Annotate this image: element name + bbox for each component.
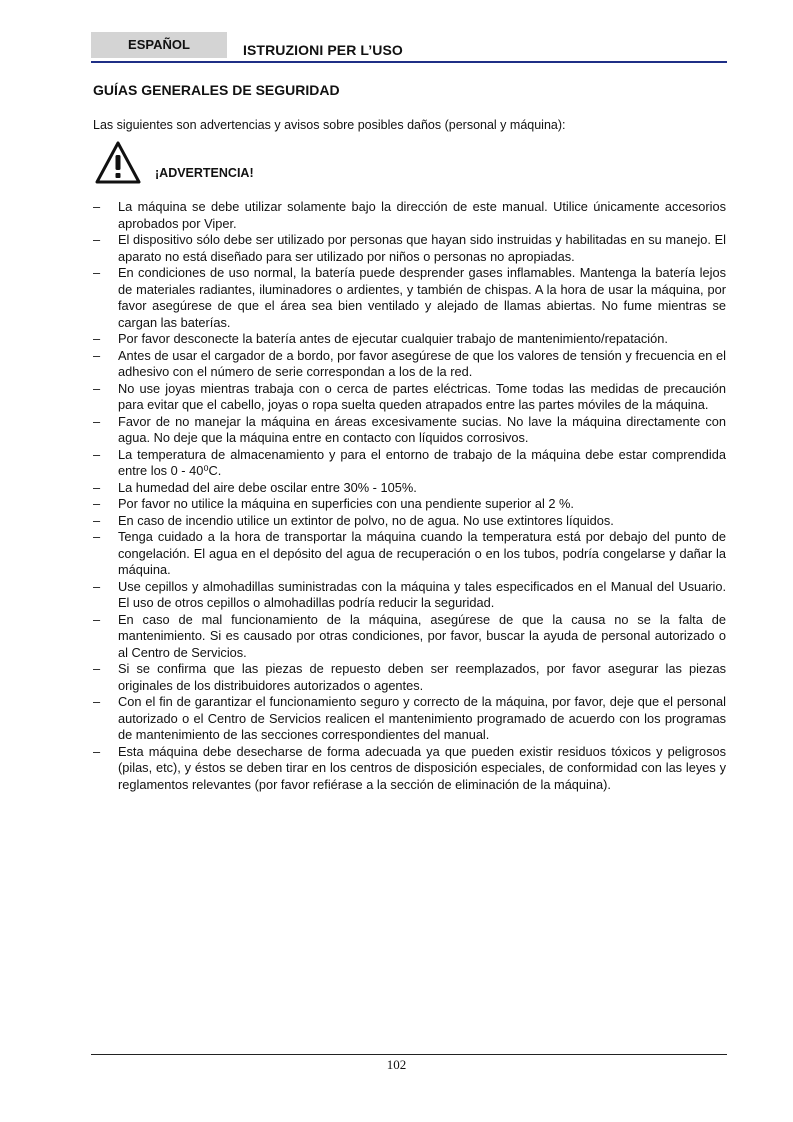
- bullet-dash: –: [93, 578, 101, 594]
- header-rule: [91, 61, 727, 63]
- safety-rule-text: Use cepillos y almohadillas suministradas con la máquina y tales especificados en el Manual del Usuario. El uso de otros cepillos o almohadillas podría reducir la seguridad.: [118, 578, 726, 610]
- bullet-dash: –: [93, 479, 101, 495]
- safety-rule-text: Esta máquina debe desecharse de forma adecuada ya que pueden existir residuos tóxicos y peligrosos (pilas, etc), y éstos se deben tirar en los centros de disposición especiales, de conformidad con las leyes y reglamentos relevantes (por favor refiérase a la sección de eliminación de la máquina).: [118, 743, 726, 792]
- safety-rule-text: Si se confirma que las piezas de repuesto deben ser reemplazados, por favor asegurar las piezas originales de los distribuidores autorizados o agentes.: [118, 661, 726, 693]
- bullet-dash: –: [93, 512, 101, 528]
- bullet-dash: –: [93, 199, 101, 214]
- safety-rule: [93, 529, 726, 579]
- page-number: 102: [386, 1057, 407, 1072]
- bullet-dash: –: [93, 496, 101, 511]
- intro-text: Las siguientes son advertencias y avisos sobre posibles daños (personal y máquina):: [93, 118, 566, 132]
- bullet-dash: –: [93, 661, 101, 676]
- safety-rule-text: Por favor no utilice la máquina en superficies con una pendiente superior al 2 %.: [118, 496, 574, 511]
- safety-rule: [93, 496, 726, 513]
- safety-rule-text: La temperatura de almacenamiento y para el entorno de trabajo de la máquina debe estar comprendida entre los 0 - 40⁰C.: [118, 446, 726, 478]
- safety-rule-text: Tenga cuidado a la hora de transportar la máquina cuando la temperatura está por debajo del punto de congelación. El agua en el depósito del agua de recuperación o en los tubos, podría congelarse y dañar la máquina.: [118, 529, 726, 577]
- safety-rule-text: Por favor desconecte la batería antes de ejecutar cualquier trabajo de mantenimiento/repatación.: [118, 331, 668, 346]
- safety-rule: [93, 579, 726, 612]
- safety-rule: [93, 232, 726, 265]
- safety-rule: [93, 381, 726, 414]
- section-title: GUÍAS GENERALES DE SEGURIDAD: [93, 82, 340, 98]
- safety-rule: [93, 199, 726, 232]
- safety-rule-text: El dispositivo sólo debe ser utilizado por personas que hayan sido instruidas y habilitadas en su manejo. El aparato no está diseñado para ser utilizado por niños o personas no apropiadas.: [118, 232, 726, 264]
- safety-rule-text: En caso de incendio utilice un extintor de polvo, no de agua. No use extintores líquidos.: [118, 512, 614, 528]
- bullet-dash: –: [93, 529, 101, 544]
- language-tab: ESPAÑOL: [91, 32, 227, 58]
- bullet-dash: –: [93, 232, 101, 247]
- header-title: ISTRUZIONI PER L’USO: [243, 42, 403, 58]
- safety-rules-list: [93, 199, 726, 793]
- safety-rule: [93, 480, 726, 497]
- warning-label: ¡ADVERTENCIA!: [155, 166, 254, 180]
- footer-rule: [91, 1054, 727, 1055]
- warning-triangle-icon: [94, 140, 142, 185]
- safety-rule: [93, 414, 726, 447]
- bullet-dash: –: [93, 694, 101, 709]
- bullet-dash: –: [93, 380, 101, 396]
- safety-rule: [93, 447, 726, 480]
- bullet-dash: –: [93, 743, 101, 759]
- safety-rule: [93, 661, 726, 694]
- bullet-dash: –: [93, 265, 101, 280]
- safety-rule: [93, 331, 726, 348]
- bullet-dash: –: [93, 611, 101, 627]
- safety-rule-text: Favor de no manejar la máquina en áreas excesivamente sucias. No lave la máquina directamente con agua. No deje que la máquina entre en contacto con líquidos corrosivos.: [118, 413, 726, 445]
- safety-rule-text: No use joyas mientras trabaja con o cerca de partes eléctricas. Tome todas las medidas de precaución para evitar que el cabello, joyas o ropa suelta queden atrapados entre las partes móviles de la máquina.: [118, 380, 726, 412]
- safety-rule: [93, 744, 726, 794]
- safety-rule-text: La máquina se debe utilizar solamente bajo la dirección de este manual. Utilice únicamente accesorios aprobados por Viper.: [118, 199, 726, 231]
- safety-rule: [93, 348, 726, 381]
- safety-rule: [93, 513, 726, 530]
- safety-rule: [93, 265, 726, 331]
- bullet-dash: –: [93, 446, 101, 462]
- bullet-dash: –: [93, 413, 101, 429]
- bullet-dash: –: [93, 331, 101, 346]
- safety-rule: [93, 612, 726, 662]
- safety-rule-text: En condiciones de uso normal, la batería puede desprender gases inflamables. Mantenga la batería lejos de materiales radiantes, iluminadores o ardientes, y también de chispas. A la hora de usar la máquina, por favor asegúrese de que el área sea bien ventilado y alejado de llamas abiertas. No fume mientras se cargan las baterías.: [118, 265, 726, 330]
- safety-rule-text: En caso de mal funcionamiento de la máquina, asegúrese de que la causa no se la falta de mantenimiento. Si es causado por otras condiciones, por favor, buscar la ayuda de personal autorizado o al Centro de Servicios.: [118, 611, 726, 660]
- bullet-dash: –: [93, 347, 101, 363]
- safety-rule-text: Con el fin de garantizar el funcionamiento seguro y correcto de la máquina, por favor, deje que el personal autorizado o el Centro de Servicios realicen el mantenimiento programado de acuerdo con los programas de mantenimiento de las secciones correspondientes del manual.: [118, 694, 726, 742]
- safety-rule-text: La humedad del aire debe oscilar entre 30% - 105%.: [118, 479, 417, 495]
- safety-rule-text: Antes de usar el cargador de a bordo, por favor asegúrese de que los valores de tensión y frecuencia en el adhesivo con el número de serie correspondan a los de la red.: [118, 347, 726, 379]
- safety-rule: [93, 694, 726, 744]
